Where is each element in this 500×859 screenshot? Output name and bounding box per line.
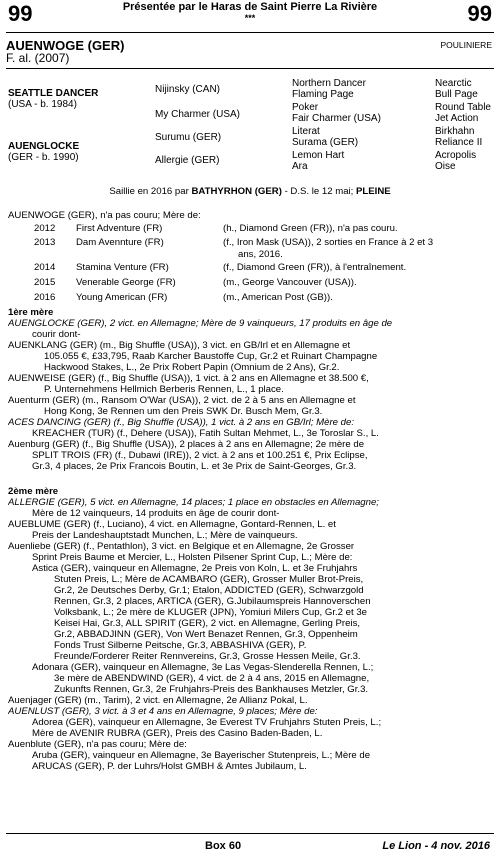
pedigree-text-line: Volksbank, L.; 2e mère de KLUGER (JPN), Yomiuri Milers Cup, Gr.2 et 3e (54, 607, 367, 618)
produce-row (34, 237, 494, 262)
pedigree-text-line: Auenliebe (GER) (f., Pentathlon), 3 vict. en Belgique et en Allemagne, 2e Grosser (8, 541, 355, 552)
pedigree-text-line: Adorea (GER), vainqueur en Allemagne, 3e Everest TV Fruhjahrs Stuten Preis, L.; (32, 717, 382, 728)
produce-intro: AUENWOGE (GER), n'a pas couru; Mère de: (8, 210, 201, 221)
header-divider (6, 32, 494, 33)
horse-name: AUENWOGE (GER) (6, 38, 125, 53)
gen4-item: Birkhahn (435, 126, 475, 137)
pedigree-text-line: ACES DANCING (GER) (f., Big Shuffle (USA)), 1 vict. à 2 ans en GB/Irl; Mère de: (8, 417, 355, 428)
pedigree-text-line: SPLIT TROIS (FR) (f., Dubawi (IRE)), 2 vict. à 2 ans et 100.251 €, Prix Eclipse, (32, 450, 368, 461)
pedigree-text-line: Auenturm (GER) (m., Ransom O'War (USA)), 2 vict. de 2 à 5 ans en Allemagne et (8, 395, 356, 406)
pedigree-text-line: Auenblute (GER), n'a pas couru; Mère de: (8, 739, 187, 750)
lot-number-left: 99 (8, 1, 33, 26)
gen4-item: Reliance II (435, 137, 483, 148)
sire-name: SEATTLE DANCER (8, 88, 99, 99)
produce-year: 2012 (34, 223, 56, 234)
pedigree-text-line: Hong Kong, 3e Rennen um den Preis SWK Dr. Busch Mem, Gr.3. (44, 406, 323, 417)
produce-row (34, 223, 494, 237)
produce-year: 2014 (34, 262, 56, 273)
gen3-item: Flaming Page (292, 89, 354, 100)
covering-status: PLEINE (356, 186, 391, 197)
pedigree-text-line: Auenjager (GER) (m., Tarim), 2 vict. en Allemagne, 2e Allianz Pokal, L. (8, 695, 308, 706)
lot-number-right: 99 (467, 1, 492, 26)
gen2-item: Surumu (GER) (155, 132, 222, 143)
pedigree-text-line: Rennen, Gr.3, 2 places, ARTICA (GER), G.Jubilaumspreis Hannoverschen (54, 596, 371, 607)
covering-date: - D.S. le 12 mai; (281, 186, 357, 197)
first-dam-heading: 1ère mère (8, 307, 54, 318)
pedigree-text-line: Gr.2, ABBADJINN (GER), Von Wert Benazet Rennen, Gr.3, Oppenheim (54, 629, 358, 640)
dam-info: (GER - b. 1990) (8, 152, 79, 163)
consignor-title: Présentée par le Haras de Saint Pierre La Rivière (122, 1, 378, 13)
first-dam-section (8, 318, 494, 472)
pedigree-text-line: AUENWEISE (GER) (f., Big Shuffle (USA)), 1 vict. à 2 ans en Allemagne et 38.500 €, (8, 373, 369, 384)
pedigree-text-line: Hackwood Stakes, L., 2e Prix Robert Papin (Omnium de 2 Ans), Gr.2. (44, 362, 340, 373)
pedigree-text-line: Sprint Preis Baume et Mercier, L., Holsten Pilsener Sprint Cup, L.; Mère de: (32, 552, 353, 563)
pedigree-text-line: AUENLUST (GER), 3 vict. à 3 et 4 ans en Allemagne, 9 places; Mère de: (8, 706, 318, 717)
gen4-item: Bull Page (435, 89, 478, 100)
pedigree-text-line: Freunde/Forderer Reiter Rennvereins, Gr.3, Grosse Hessen Meile, Gr.3. (54, 651, 361, 662)
pedigree-text-line: 105.055 €, £33,795, Raab Karcher Baustoffe Cup, Gr.2 et Ruinart Champagne (44, 351, 378, 362)
gen3-item: Poker (292, 102, 319, 113)
produce-info: (f., Iron Mask (USA)), 2 sorties en France à 2 et 3 (223, 237, 434, 248)
produce-name: Venerable George (FR) (76, 277, 176, 288)
gen3-item: Literat (292, 126, 320, 137)
pedigree-text-line: Mère de AVENIR RUBRA (GER), Preis des Casino Baden-Baden, L. (32, 728, 323, 739)
covering-stallion: BATHYRHON (GER) (191, 186, 282, 197)
produce-year: 2016 (34, 292, 56, 303)
produce-row (34, 262, 494, 277)
gen2-item: Nijinsky (CAN) (155, 84, 220, 95)
gen2-item: Allergie (GER) (155, 155, 220, 166)
pedigree-text-line: AUENGLOCKE (GER), 2 vict. en Allemagne; Mère de 9 vainqueurs, 17 produits en âge de (8, 318, 393, 329)
produce-info: (m., American Post (GB)). (223, 292, 333, 303)
pedigree-text-line: Aruba (GER), vainqueur en Allemagne, 3e Bayerischer Stutenpreis, L.; Mère de (32, 750, 371, 761)
pedigree-text-line: KREACHER (TUR) (f., Dehere (USA)), Fatih Sultan Mehmet, L., 3e Toroslar S., L. (32, 428, 379, 439)
stars-marker: *** (244, 13, 256, 23)
produce-info: (m., George Vancouver (USA)). (223, 277, 357, 288)
pedigree-divider (6, 68, 494, 69)
pedigree-text-line: Keisei Hai, Gr.3, ALL SPIRIT (GER), 2 vict. en Allemagne, Gerling Preis, (54, 618, 361, 629)
pedigree-text-line: Auenburg (GER) (f., Big Shuffle (USA)), 2 places à 2 ans en Allemagne; 2e mère de (8, 439, 365, 450)
gen3-item: Lemon Hart (292, 150, 345, 161)
gen3-item: Ara (292, 161, 308, 172)
covering-info (0, 186, 500, 197)
gen4-item: Nearctic (435, 78, 472, 89)
produce-year: 2015 (34, 277, 56, 288)
pedigree-text-line: courir dont- (32, 329, 81, 340)
pedigree-text-line: Mère de 12 vainqueurs, 14 produits en âge de courir dont- (32, 508, 280, 519)
footer-divider (6, 833, 494, 834)
produce-info: (f., Diamond Green (FR)), à l'entraînement. (223, 262, 407, 273)
pedigree-text-line: Gr.3, 4 places, 2e Prix Francois Boutin, L. et 3e Prix de Saint-Georges, Gr.3. (32, 461, 357, 472)
gen4-item: Oise (435, 161, 456, 172)
pedigree-text-line: Preis der Landeshauptstadt Munchen, L.; Mère de vainqueurs. (32, 530, 298, 541)
gen4-item: Jet Action (435, 113, 479, 124)
pedigree-text-line: 3e mère de ABENDWIND (GER), 4 vict. de 2 à 4 ans, 2015 en Allemagne, (54, 673, 370, 684)
produce-list (34, 223, 494, 306)
pedigree-text-line: Gr.2, 2e Deutsches Derby, Gr.1; Etalon, ADDICTED (GER), Schwarzgold (54, 585, 364, 596)
gen4-item: Acropolis (435, 150, 477, 161)
box-number: Box 60 (205, 840, 242, 852)
pedigree-text-line: Stuten Preis, L.; Mère de ACAMBARO (GER), Grosser Muller Brot-Preis, (54, 574, 364, 585)
produce-row (34, 292, 494, 306)
produce-name: Young American (FR) (76, 292, 168, 303)
produce-row (34, 277, 494, 292)
gen3-item: Fair Charmer (USA) (292, 113, 381, 124)
produce-info: (h., Diamond Green (FR)), n'a pas couru. (223, 223, 398, 234)
covering-pre: Saillie en 2016 par (109, 186, 192, 197)
produce-info-cont: ans, 2016. (238, 249, 283, 260)
produce-name: Dam Avennture (FR) (76, 237, 164, 248)
second-dam-heading: 2ème mère (8, 486, 59, 497)
pedigree-text-line: AUENKLANG (GER) (m., Big Shuffle (USA)), 3 vict. en GB/Irl et en Allemagne et (8, 340, 351, 351)
dam-name: AUENGLOCKE (8, 141, 80, 152)
pedigree-text-line: ARUCAS (GER), P. der Luhrs/Holst GMBH & Amtes Jubilaum, L. (32, 761, 307, 772)
pedigree-text-line: P. Unternehmens Hellmich Berberis Rennen, L., 1 place. (44, 384, 284, 395)
category-label: POULINIERE (440, 40, 492, 50)
pedigree-text-line: Adonara (GER), vainqueur en Allemagne, 3e Las Vegas-Slenderella Rennen, L.; (32, 662, 374, 673)
gen2-item: My Charmer (USA) (155, 109, 241, 120)
produce-name: First Adventure (FR) (76, 223, 163, 234)
pedigree-text-line: AUEBLUME (GER) (f., Luciano), 4 vict. en Allemagne, Gontard-Rennen, L. et (8, 519, 336, 530)
sale-info: Le Lion - 4 nov. 2016 (382, 840, 490, 852)
gen3-item: Northern Dancer (292, 78, 366, 89)
produce-name: Stamina Venture (FR) (76, 262, 169, 273)
pedigree-text-line: ALLERGIE (GER), 5 vict. en Allemagne, 14 places; 1 place en obstacles en Allemagne; (8, 497, 379, 508)
horse-description: F. al. (2007) (6, 51, 70, 65)
sire-info: (USA - b. 1984) (8, 99, 77, 110)
pedigree-text-line: Zukunfts Rennen, Gr.3, 2e Fruhjahrs-Preis des Bankhauses Metzler, Gr.3. (54, 684, 369, 695)
gen3-item: Surama (GER) (292, 137, 359, 148)
pedigree-text-line: Fonds Trust Silberne Peitsche, Gr.3, ABBASHIVA (GER), P. (54, 640, 307, 651)
gen4-item: Round Table (435, 102, 491, 113)
pedigree-text-line: Astica (GER), vainqueur en Allemagne, 2e Preis von Koln, L. et 3e Fruhjahrs (32, 563, 358, 574)
produce-year: 2013 (34, 237, 56, 248)
second-dam-section (8, 497, 494, 772)
